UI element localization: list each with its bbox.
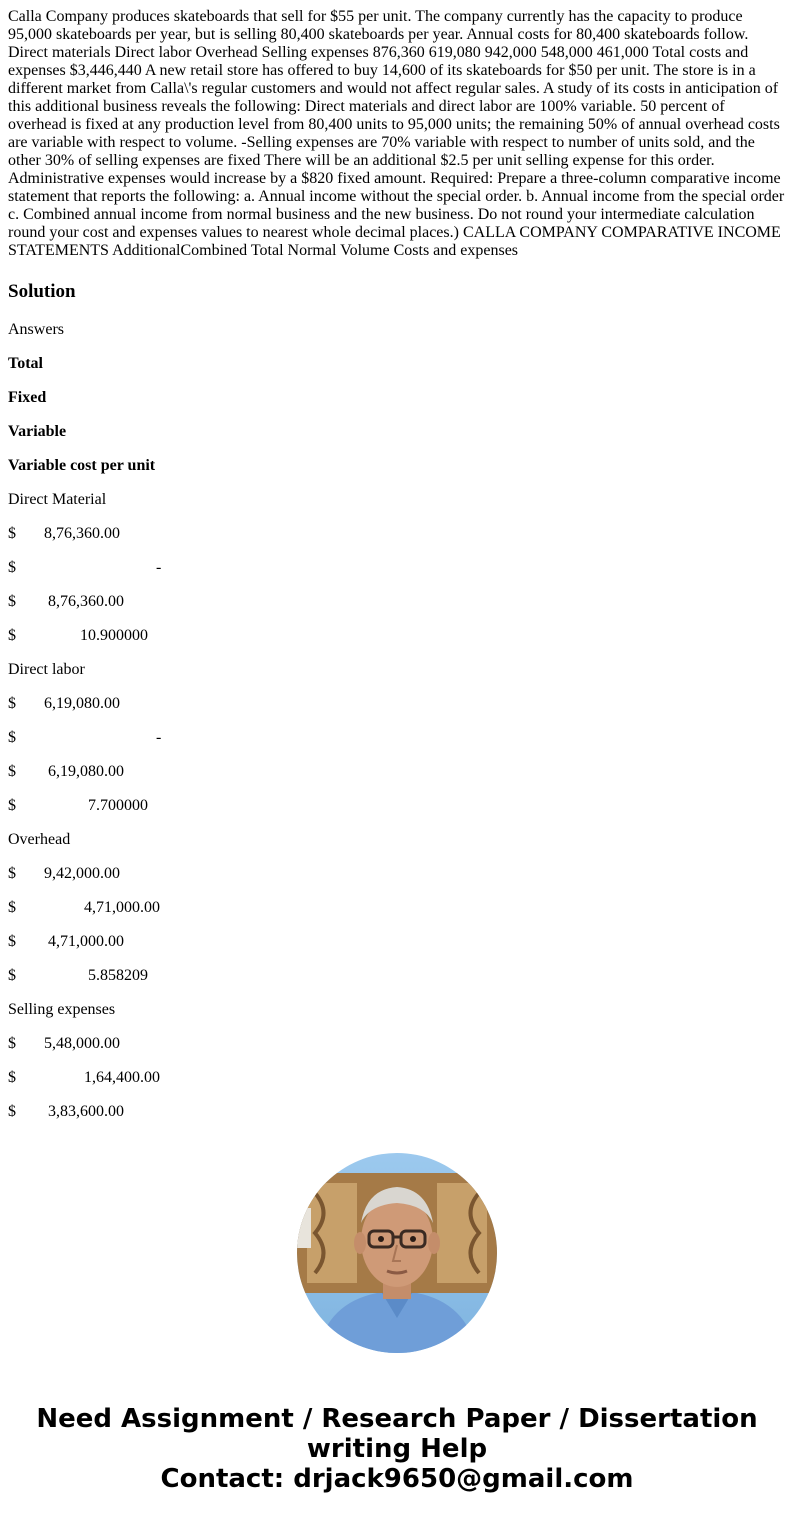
direct-material-unit-cost: $ 10.900000 [8, 627, 148, 644]
answers-label: Answers [8, 321, 64, 338]
selling-expenses-variable: $ 3,83,600.00 [8, 1103, 124, 1120]
row-label-direct-material: Direct Material [8, 491, 107, 508]
header-variable: Variable [8, 423, 67, 440]
overhead-fixed: $ 4,71,000.00 [8, 899, 160, 916]
header-fixed: Fixed [8, 389, 47, 406]
header-total: Total [8, 355, 43, 372]
author-avatar [297, 1153, 497, 1353]
promo-banner [0, 1404, 794, 1494]
promo-line-1: Need Assignment / Research Paper / Dissertation [36, 1404, 758, 1434]
row-label-selling-expenses: Selling expenses [8, 1001, 116, 1018]
direct-labor-unit-cost: $ 7.700000 [8, 797, 148, 814]
direct-material-variable: $ 8,76,360.00 [8, 593, 124, 610]
row-label-overhead: Overhead [8, 831, 71, 848]
direct-labor-variable: $ 6,19,080.00 [8, 763, 124, 780]
promo-contact: Contact: drjack9650@gmail.com [160, 1464, 634, 1494]
author-photo-illustration [297, 1153, 497, 1353]
selling-expenses-total: $ 5,48,000.00 [8, 1035, 120, 1052]
overhead-variable: $ 4,71,000.00 [8, 933, 124, 950]
solution-heading: Solution [8, 281, 76, 302]
promo-line-2: writing Help [306, 1434, 488, 1464]
row-label-direct-labor: Direct labor [8, 661, 85, 678]
direct-labor-fixed: $ - [8, 729, 162, 746]
direct-labor-total: $ 6,19,080.00 [8, 695, 120, 712]
selling-expenses-fixed: $ 1,64,400.00 [8, 1069, 160, 1086]
direct-material-fixed: $ - [8, 559, 162, 576]
direct-material-total: $ 8,76,360.00 [8, 525, 120, 542]
question-text: Calla Company produces skateboards that sell for $55 per unit. The company currently has the capacity to produce 95,000 skateboards per year, but is selling 80,400 skateboards per year. Annual costs for 80,400 skateboards follow. Direct materials Direct labor Overhead Selling expenses 876,360 619,080 942,000 548,000 461,000 Total costs and expenses $3,446,440 A new retail store has offered to buy 14,600 of its skateboards for $50 per unit. The store is in a different market from Calla\'s regular customers and would not affect regular sales. A study of its costs in anticipation of this additional business reveals the following: Direct materials and direct labor are 100% variable. 50 percent of overhead is fixed at any production level from 80,400 units to 95,000 units; the remaining 50% of annual overhead costs are variable with respect to volume. -Selling expenses are 70% variable with respect to number of units sold, and the other 30% of selling expenses are fixed There will be an additional $2.5 per unit selling expense for this order. Administrative expenses would increase by a $820 fixed amount. Required: Prepare a three-column comparative income statement that reports the following: a. Annual income without the special order. b. Annual income from the special order c. Combined annual income from normal business and the new business. Do not round your intermediate calculation round your cost and expenses values to nearest whole decimal places.) CALLA COMPANY COMPARATIVE INCOME STATEMENTS AdditionalCombined Total Normal Volume Costs and expenses [8, 8, 785, 259]
header-variable-cost-per-unit: Variable cost per unit [8, 457, 156, 474]
overhead-unit-cost: $ 5.858209 [8, 967, 148, 984]
overhead-total: $ 9,42,000.00 [8, 865, 120, 882]
